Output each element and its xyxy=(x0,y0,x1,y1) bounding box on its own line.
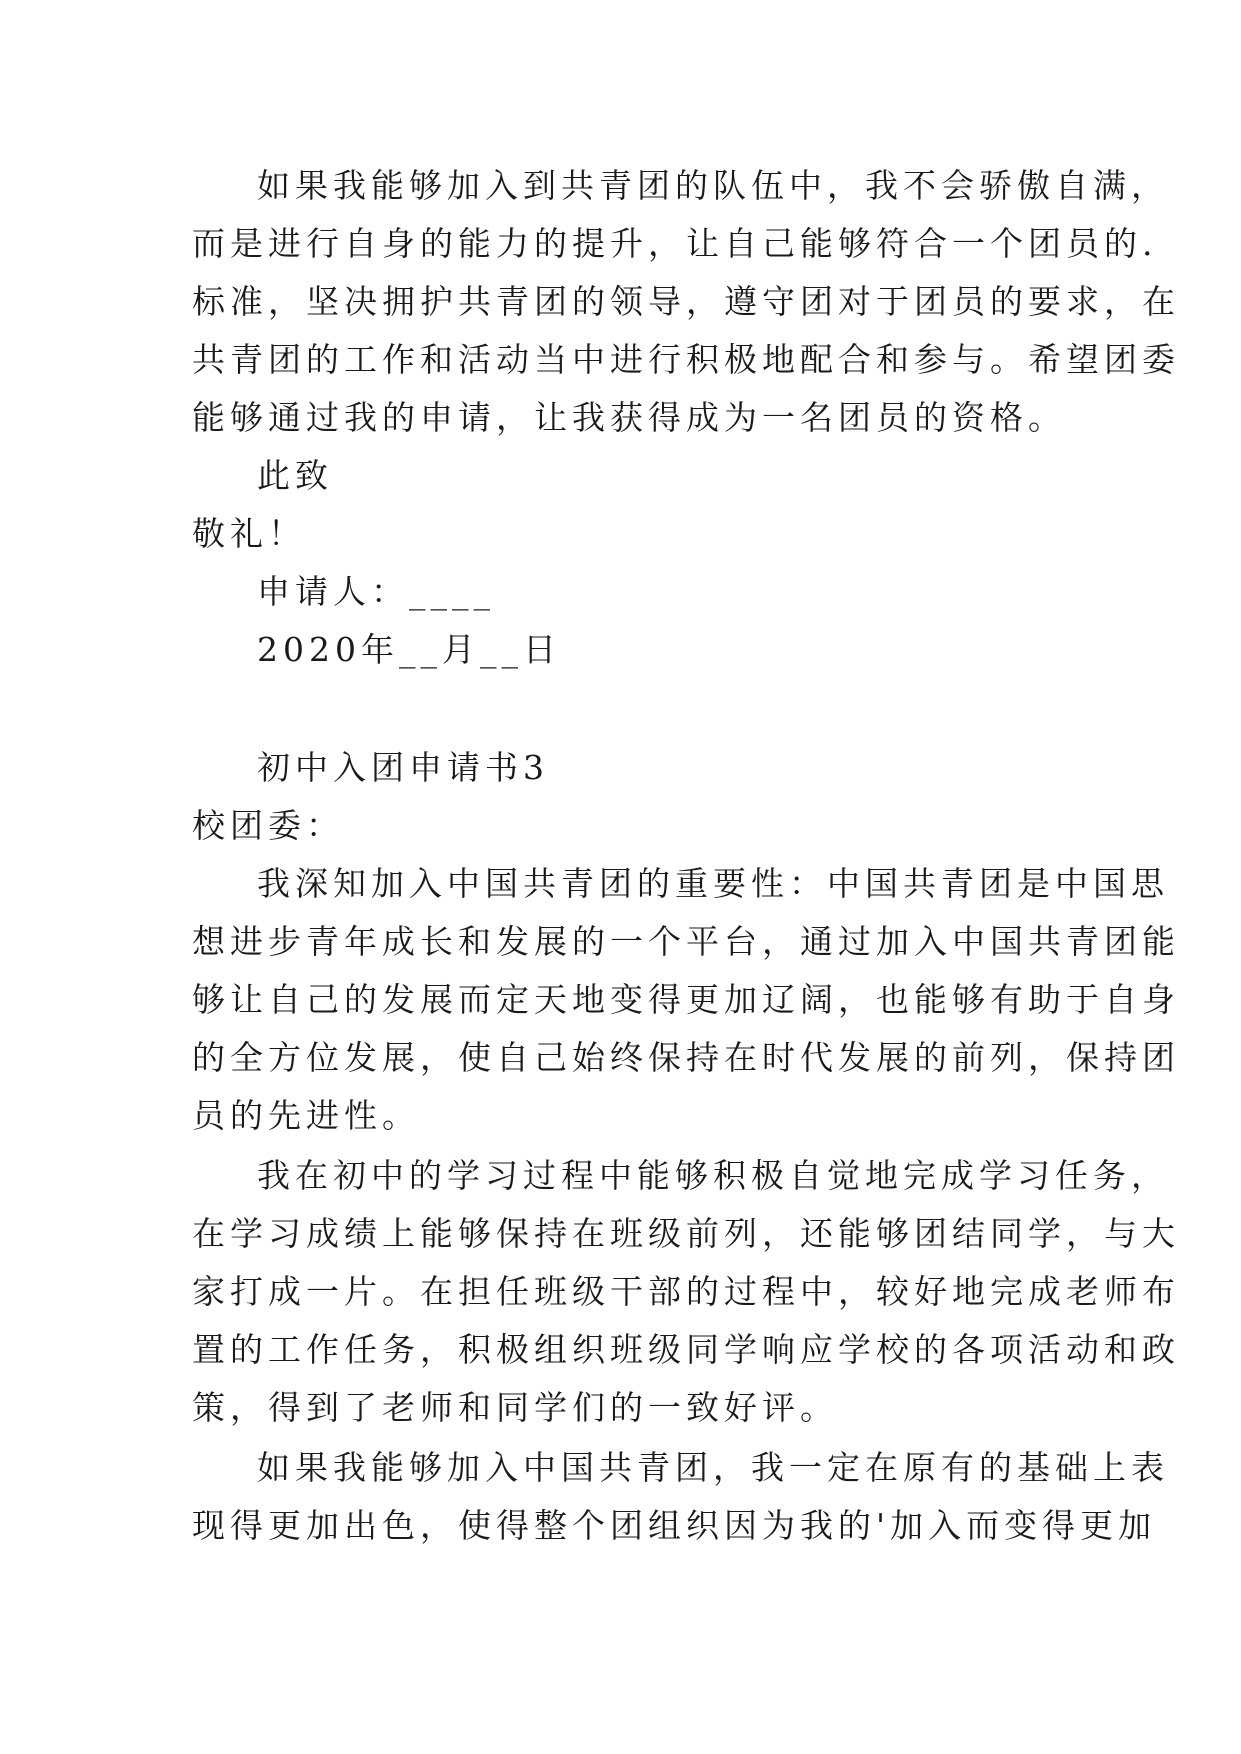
closing-text: 此致 xyxy=(257,456,333,495)
paragraph-4-line-2: 现得更加出色，使得整个团组织因为我的'加入而变得更加 xyxy=(192,1506,1157,1545)
paragraph-2-line-5: 员的先进性。 xyxy=(192,1096,420,1135)
paragraph-3-line-3: 家打成一片。在担任班级干部的过程中，较好地完成老师布 xyxy=(192,1272,1180,1311)
paragraph-3-line-4: 置的工作任务，积极组织班级同学响应学校的各项活动和政 xyxy=(192,1330,1180,1369)
paragraph-3-line-5: 策，得到了老师和同学们的一致好评。 xyxy=(192,1388,838,1427)
paragraph-1-line-5: 能够通过我的申请，让我获得成为一名团员的资格。 xyxy=(192,398,1066,437)
paragraph-3-line-2: 在学习成绩上能够保持在班级前列，还能够团结同学，与大 xyxy=(192,1214,1180,1253)
date-line: 2020年__月__日 xyxy=(257,630,561,669)
paragraph-1-line-4: 共青团的工作和活动当中进行积极地配合和参与。希望团委 xyxy=(192,340,1180,379)
section-title: 初中入团申请书3 xyxy=(257,748,549,787)
paragraph-1-line-3: 标准，坚决拥护共青团的领导，遵守团对于团员的要求，在 xyxy=(192,282,1180,321)
paragraph-1-line-2: 而是进行自身的能力的提升，让自己能够符合一个团员的. xyxy=(192,224,1158,263)
salutation-text: 敬礼！ xyxy=(192,514,306,553)
paragraph-4-line-1: 如果我能够加入中国共青团，我一定在原有的基础上表 xyxy=(257,1448,1169,1487)
paragraph-2-line-2: 想进步青年成长和发展的一个平台，通过加入中国共青团能 xyxy=(192,922,1180,961)
paragraph-2-line-4: 的全方位发展，使自己始终保持在时代发展的前列，保持团 xyxy=(192,1038,1180,1077)
paragraph-3-line-1: 我在初中的学习过程中能够积极自觉地完成学习任务， xyxy=(257,1156,1169,1195)
paragraph-1-line-1: 如果我能够加入到共青团的队伍中，我不会骄傲自满， xyxy=(257,166,1169,205)
paragraph-2-line-3: 够让自己的发展而定天地变得更加辽阔，也能够有助于自身 xyxy=(192,980,1180,1019)
paragraph-2-line-1: 我深知加入中国共青团的重要性：中国共青团是中国思 xyxy=(257,864,1169,903)
applicant-line: 申请人：____ xyxy=(257,572,495,611)
recipient-line: 校团委： xyxy=(192,806,344,845)
